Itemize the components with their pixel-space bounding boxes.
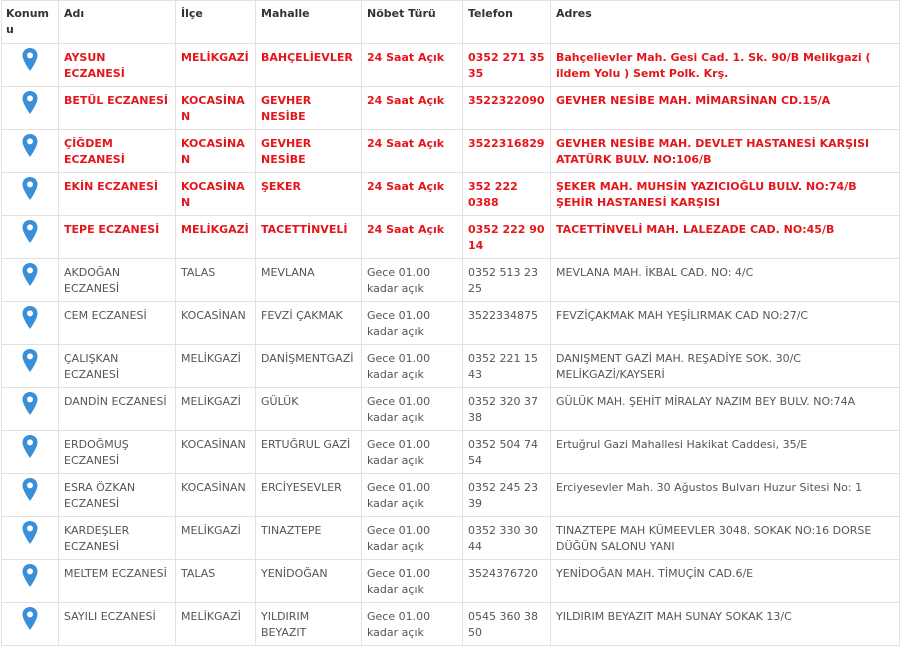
cell-address: GEVHER NESİBE MAH. MİMARSİNAN CD.15/A: [551, 87, 900, 130]
cell-name: AKDOĞAN ECZANESİ: [59, 259, 176, 302]
cell-neighborhood: FEVZİ ÇAKMAK: [256, 302, 362, 345]
cell-duty-type: 24 Saat Açık: [362, 130, 463, 173]
map-pin-icon[interactable]: [21, 622, 39, 635]
cell-neighborhood: ERTUĞRUL GAZİ: [256, 431, 362, 474]
cell-district: KOCASİNAN: [176, 173, 256, 216]
cell-phone[interactable]: 0352 320 37 38: [463, 388, 551, 431]
cell-phone[interactable]: 3522316829: [463, 130, 551, 173]
cell-name: ERDOĞMUŞ ECZANESİ: [59, 431, 176, 474]
cell-duty-type: Gece 01.00 kadar açık: [362, 259, 463, 302]
table-body: [2, 44, 900, 646]
cell-phone[interactable]: 0352 221 15 43: [463, 345, 551, 388]
cell-district: KOCASİNAN: [176, 130, 256, 173]
map-pin-icon[interactable]: [21, 407, 39, 420]
cell-neighborhood: TINAZTEPE: [256, 517, 362, 560]
map-pin-icon[interactable]: [21, 450, 39, 463]
cell-phone[interactable]: 0352 504 74 54: [463, 431, 551, 474]
cell-name: KARDEŞLER ECZANESİ: [59, 517, 176, 560]
cell-name: ÇALIŞKAN ECZANESİ: [59, 345, 176, 388]
cell-name: ÇİĞDEM ECZANESİ: [59, 130, 176, 173]
cell-address: ŞEKER MAH. MUHSİN YAZICIOĞLU BULV. NO:74/B ŞEHİR HASTANESİ KARŞISI: [551, 173, 900, 216]
cell-name: BETÜL ECZANESİ: [59, 87, 176, 130]
cell-location: [2, 259, 59, 302]
cell-address: TINAZTEPE MAH KÜMEEVLER 3048. SOKAK NO:16 DORSE DÜĞÜN SALONU YANI: [551, 517, 900, 560]
table-row[interactable]: [2, 388, 900, 431]
table-row[interactable]: [2, 302, 900, 345]
table-row[interactable]: [2, 560, 900, 603]
map-pin-icon[interactable]: [21, 278, 39, 291]
table-row[interactable]: [2, 474, 900, 517]
map-pin-icon[interactable]: [21, 106, 39, 119]
cell-duty-type: Gece 01.00 kadar açık: [362, 345, 463, 388]
header-district[interactable]: İlçe: [176, 1, 256, 44]
cell-duty-type: 24 Saat Açık: [362, 173, 463, 216]
cell-address: Ertuğrul Gazi Mahallesi Hakikat Caddesi, 35/E: [551, 431, 900, 474]
cell-duty-type: Gece 01.00 kadar açık: [362, 560, 463, 603]
cell-name: SAYILI ECZANESİ: [59, 603, 176, 646]
cell-address: YENİDOĞAN MAH. TİMUÇİN CAD.6/E: [551, 560, 900, 603]
table-row[interactable]: [2, 517, 900, 560]
cell-phone[interactable]: 0352 513 23 25: [463, 259, 551, 302]
map-pin-icon[interactable]: [21, 149, 39, 162]
cell-duty-type: 24 Saat Açık: [362, 44, 463, 87]
cell-duty-type: Gece 01.00 kadar açık: [362, 388, 463, 431]
cell-location: [2, 560, 59, 603]
cell-district: KOCASİNAN: [176, 474, 256, 517]
table-row[interactable]: [2, 44, 900, 87]
cell-location: [2, 474, 59, 517]
cell-address: GEVHER NESİBE MAH. DEVLET HASTANESİ KARŞISI ATATÜRK BULV. NO:106/B: [551, 130, 900, 173]
cell-location: [2, 388, 59, 431]
cell-address: Erciyesevler Mah. 30 Ağustos Bulvarı Huzur Sitesi No: 1: [551, 474, 900, 517]
cell-location: [2, 302, 59, 345]
cell-name: ESRA ÖZKAN ECZANESİ: [59, 474, 176, 517]
table-row[interactable]: [2, 431, 900, 474]
cell-location: [2, 130, 59, 173]
cell-district: MELİKGAZİ: [176, 216, 256, 259]
cell-name: EKİN ECZANESİ: [59, 173, 176, 216]
cell-address: TACETTİNVELİ MAH. LALEZADE CAD. NO:45/B: [551, 216, 900, 259]
table-row[interactable]: [2, 259, 900, 302]
table-header-row: [2, 1, 900, 44]
map-pin-icon[interactable]: [21, 364, 39, 377]
cell-address: MEVLANA MAH. İKBAL CAD. NO: 4/C: [551, 259, 900, 302]
cell-location: [2, 345, 59, 388]
pharmacy-table: [1, 0, 900, 646]
cell-neighborhood: TACETTİNVELİ: [256, 216, 362, 259]
cell-neighborhood: GEVHER NESİBE: [256, 130, 362, 173]
table-row[interactable]: [2, 130, 900, 173]
cell-address: YILDIRIM BEYAZIT MAH SUNAY SOKAK 13/C: [551, 603, 900, 646]
cell-name: CEM ECZANESİ: [59, 302, 176, 345]
cell-neighborhood: YENİDOĞAN: [256, 560, 362, 603]
cell-address: FEVZİÇAKMAK MAH YEŞİLIRMAK CAD NO:27/C: [551, 302, 900, 345]
map-pin-icon[interactable]: [21, 579, 39, 592]
cell-address: Bahçelievler Mah. Gesi Cad. 1. Sk. 90/B Melikgazi ( ildem Yolu ) Semt Polk. Krş.: [551, 44, 900, 87]
table-row[interactable]: [2, 173, 900, 216]
cell-neighborhood: ERCİYESEVLER: [256, 474, 362, 517]
map-pin-icon[interactable]: [21, 235, 39, 248]
cell-neighborhood: GEVHER NESİBE: [256, 87, 362, 130]
cell-district: MELİKGAZİ: [176, 603, 256, 646]
cell-location: [2, 216, 59, 259]
cell-location: [2, 517, 59, 560]
cell-neighborhood: MEVLANA: [256, 259, 362, 302]
cell-phone[interactable]: 0352 245 23 39: [463, 474, 551, 517]
cell-district: MELİKGAZİ: [176, 345, 256, 388]
cell-location: [2, 431, 59, 474]
cell-district: MELİKGAZİ: [176, 388, 256, 431]
cell-name: AYSUN ECZANESİ: [59, 44, 176, 87]
cell-district: TALAS: [176, 560, 256, 603]
cell-phone[interactable]: 3522322090: [463, 87, 551, 130]
cell-duty-type: 24 Saat Açık: [362, 216, 463, 259]
cell-duty-type: Gece 01.00 kadar açık: [362, 431, 463, 474]
table-row[interactable]: [2, 87, 900, 130]
cell-neighborhood: DANİŞMENTGAZİ: [256, 345, 362, 388]
cell-duty-type: Gece 01.00 kadar açık: [362, 302, 463, 345]
cell-district: MELİKGAZİ: [176, 44, 256, 87]
cell-district: KOCASİNAN: [176, 431, 256, 474]
cell-phone[interactable]: 0545 360 38 50: [463, 603, 551, 646]
cell-duty-type: Gece 01.00 kadar açık: [362, 603, 463, 646]
header-neighborhood[interactable]: Mahalle: [256, 1, 362, 44]
cell-location: [2, 603, 59, 646]
cell-duty-type: 24 Saat Açık: [362, 87, 463, 130]
cell-district: KOCASİNAN: [176, 87, 256, 130]
cell-duty-type: Gece 01.00 kadar açık: [362, 517, 463, 560]
cell-phone[interactable]: 3522334875: [463, 302, 551, 345]
cell-phone[interactable]: 0352 271 35 35: [463, 44, 551, 87]
cell-address: DANIŞMENT GAZİ MAH. REŞADİYE SOK. 30/C MELİKGAZİ/KAYSERİ: [551, 345, 900, 388]
header-address[interactable]: Adres: [551, 1, 900, 44]
cell-name: MELTEM ECZANESİ: [59, 560, 176, 603]
cell-neighborhood: GÜLÜK: [256, 388, 362, 431]
table-row[interactable]: [2, 603, 900, 646]
cell-district: MELİKGAZİ: [176, 517, 256, 560]
header-phone[interactable]: Telefon: [463, 1, 551, 44]
cell-location: [2, 173, 59, 216]
cell-address: GÜLÜK MAH. ŞEHİT MİRALAY NAZIM BEY BULV. NO:74A: [551, 388, 900, 431]
map-pin-icon[interactable]: [21, 536, 39, 549]
cell-neighborhood: BAHÇELİEVLER: [256, 44, 362, 87]
cell-neighborhood: YILDIRIM BEYAZIT: [256, 603, 362, 646]
header-duty-type[interactable]: Nöbet Türü: [362, 1, 463, 44]
cell-phone[interactable]: 0352 222 90 14: [463, 216, 551, 259]
cell-district: KOCASİNAN: [176, 302, 256, 345]
cell-phone[interactable]: 3524376720: [463, 560, 551, 603]
cell-location: [2, 44, 59, 87]
table-row[interactable]: [2, 345, 900, 388]
map-pin-icon[interactable]: [21, 321, 39, 334]
cell-phone[interactable]: 0352 330 30 44: [463, 517, 551, 560]
cell-neighborhood: ŞEKER: [256, 173, 362, 216]
header-name[interactable]: Adı: [59, 1, 176, 44]
map-pin-icon[interactable]: [21, 493, 39, 506]
cell-location: [2, 87, 59, 130]
cell-name: DANDİN ECZANESİ: [59, 388, 176, 431]
cell-phone[interactable]: 352 222 0388: [463, 173, 551, 216]
map-pin-icon[interactable]: [21, 192, 39, 205]
cell-district: TALAS: [176, 259, 256, 302]
cell-duty-type: Gece 01.00 kadar açık: [362, 474, 463, 517]
header-location[interactable]: Konumu: [2, 1, 59, 44]
table-row[interactable]: [2, 216, 900, 259]
map-pin-icon[interactable]: [21, 63, 39, 76]
cell-name: TEPE ECZANESİ: [59, 216, 176, 259]
